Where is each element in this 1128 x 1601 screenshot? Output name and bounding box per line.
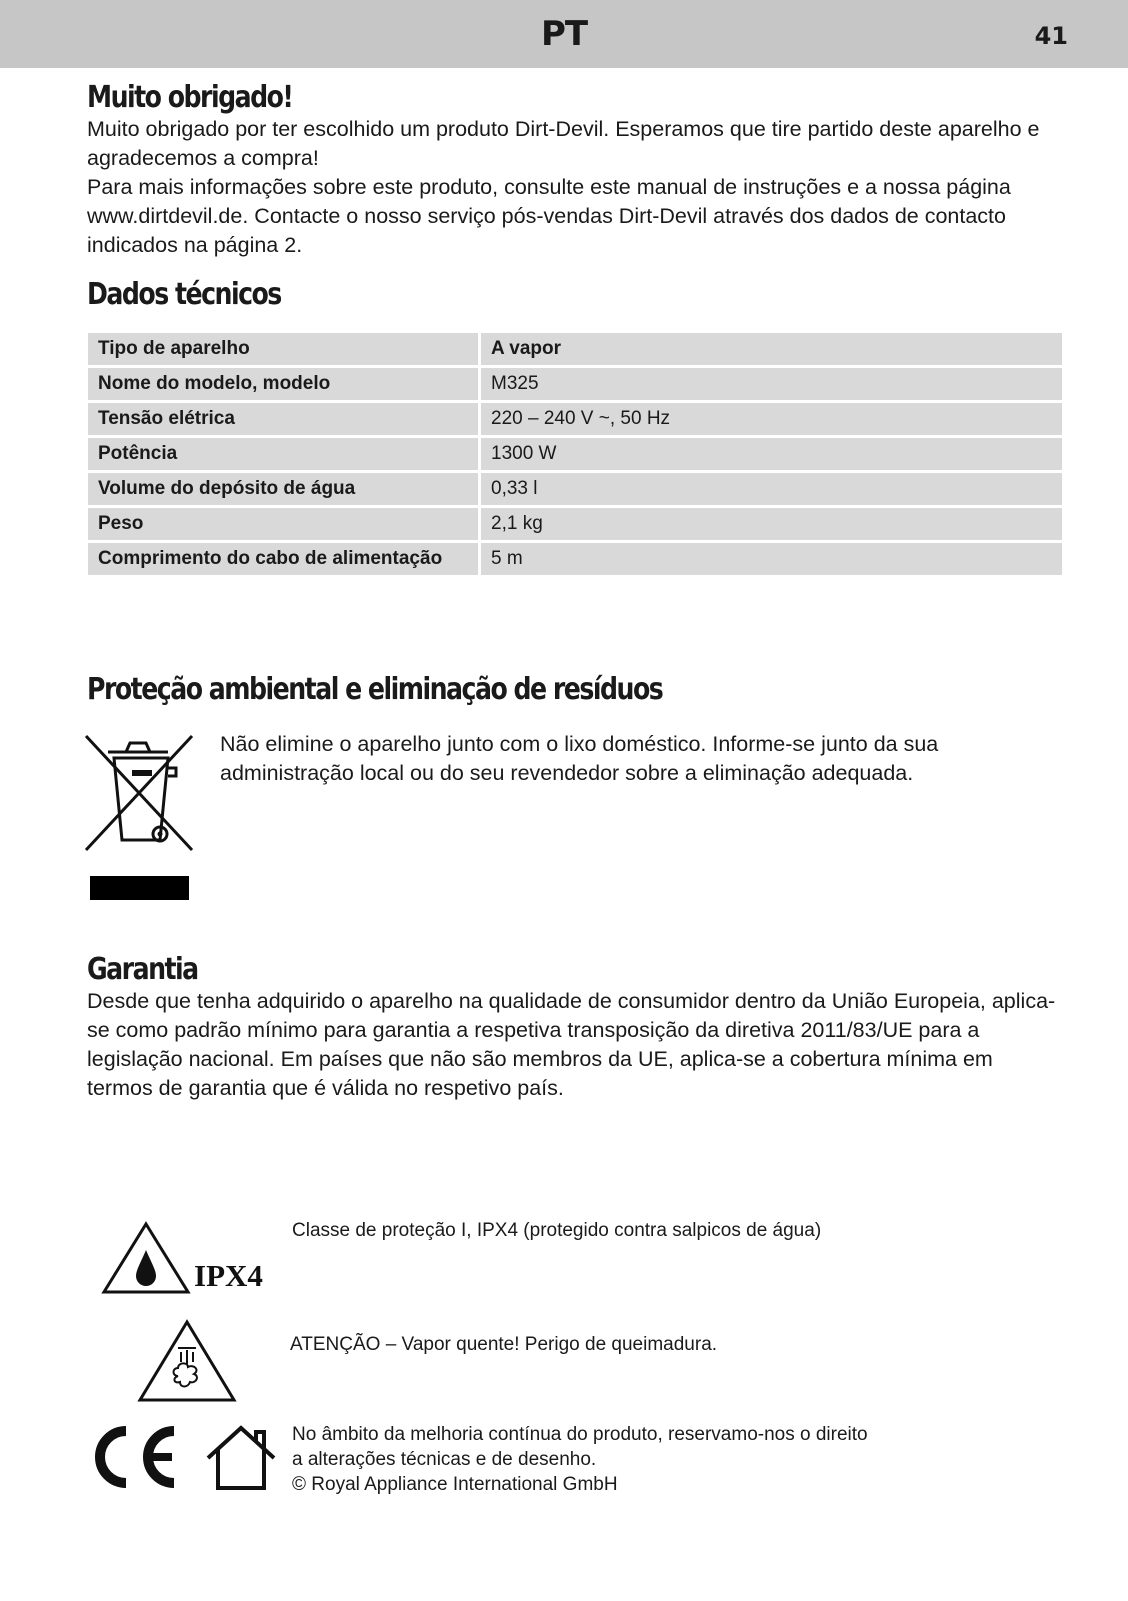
spec-value: 5 m (481, 543, 1062, 575)
ce-mark-icon (88, 1424, 180, 1490)
table-row (88, 473, 1062, 505)
thanks-text (87, 115, 1057, 260)
spec-value: 1300 W (481, 438, 1062, 470)
technical-data-table (85, 330, 1065, 578)
spec-value: 220 – 240 V ~, 50 Hz (481, 403, 1062, 435)
table-row (88, 403, 1062, 435)
spec-label: Volume do depósito de água (88, 473, 478, 505)
table-row (88, 508, 1062, 540)
warranty-title: Garantia (87, 952, 198, 987)
page-number: 41 (1034, 22, 1068, 50)
thanks-paragraph-1: Muito obrigado por ter escolhido um produto Dirt-Devil. Esperamos que tire partido deste aparelho e agradecemos a compra! (87, 117, 1040, 170)
legal-notice (292, 1422, 1052, 1497)
crossed-out-bin-icon (82, 732, 197, 904)
copyright-line: © Royal Appliance International GmbH (292, 1474, 618, 1495)
spec-label: Tipo de aparelho (88, 333, 478, 365)
environment-title: Proteção ambiental e eliminação de resíduos (87, 672, 663, 707)
table-row (88, 438, 1062, 470)
water-drop-warning-icon (100, 1220, 192, 1296)
spec-value: 2,1 kg (481, 508, 1062, 540)
ipx4-text: Classe de proteção I, IPX4 (protegido contra salpicos de água) (292, 1220, 822, 1241)
technical-title: Dados técnicos (87, 277, 281, 312)
legal-line-2: a alterações técnicas e de desenho. (292, 1449, 597, 1470)
warranty-text: Desde que tenha adquirido o aparelho na qualidade de consumidor dentro da União Europeia, aplica-se como padrão mínimo para garantia a respetiva transposição da diretiva 2011/83/UE para a legislação nacional. Em países que não são membros da UE, aplica-se a cobertura mínima em termos de garantia que é válida no respetivo país. (87, 989, 1056, 1100)
language-code: PT (540, 14, 588, 54)
ipx4-label: IPX4 (194, 1258, 263, 1293)
spec-label: Tensão elétrica (88, 403, 478, 435)
thanks-title: Muito obrigado! (87, 80, 293, 115)
table-row (88, 333, 1062, 365)
environment-text: Não elimine o aparelho junto com o lixo doméstico. Informe-se junto da sua administração local ou do seu revendedor sobre a eliminação adequada. (220, 732, 939, 785)
spec-value: 0,33 l (481, 473, 1062, 505)
spec-label: Potência (88, 438, 478, 470)
spec-value: A vapor (481, 333, 1062, 365)
spec-value: M325 (481, 368, 1062, 400)
spec-label: Comprimento do cabo de alimentação (88, 543, 478, 575)
hot-steam-warning-icon (136, 1318, 238, 1404)
spec-label: Peso (88, 508, 478, 540)
table-row (88, 368, 1062, 400)
spec-label: Nome do modelo, modelo (88, 368, 478, 400)
legal-line-1: No âmbito da melhoria contínua do produto, reservamo-nos o direito (292, 1424, 868, 1445)
page-header (0, 0, 1128, 68)
indoor-use-house-icon (204, 1424, 278, 1492)
table-row (88, 543, 1062, 575)
steam-warning-text: ATENÇÃO – Vapor quente! Perigo de queimadura. (290, 1334, 718, 1355)
thanks-paragraph-2: Para mais informações sobre este produto, consulte este manual de instruções e a nossa página www.dirtdevil.de. Contacte o nosso serviço pós-vendas Dirt-Devil através dos dados de contacto indicados na página 2. (87, 175, 1011, 257)
